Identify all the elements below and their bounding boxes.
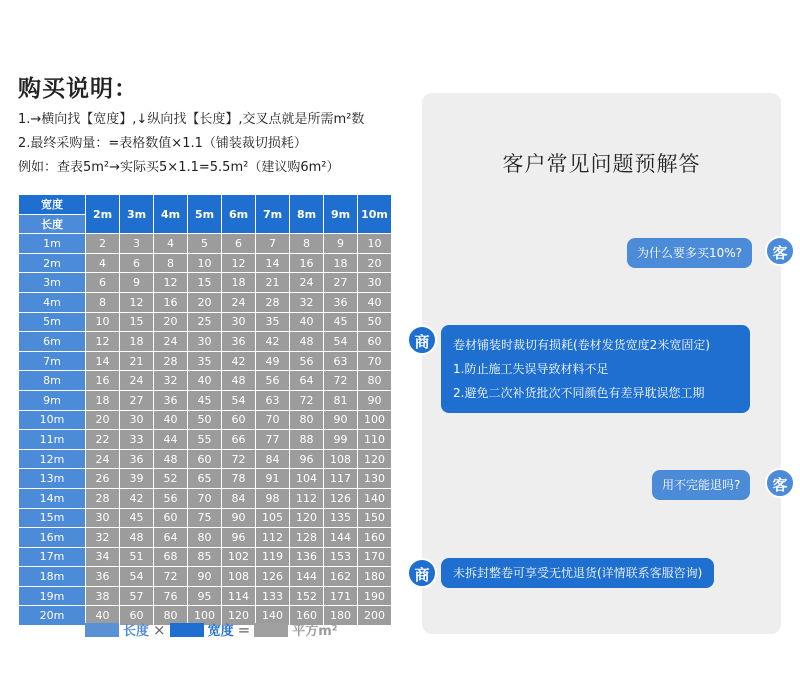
area-cell: 98	[256, 488, 290, 508]
width-column-header: 3m	[120, 195, 154, 234]
area-cell: 18	[324, 253, 358, 273]
area-cell: 60	[120, 606, 154, 626]
area-cell: 76	[154, 586, 188, 606]
area-cell: 4	[86, 253, 120, 273]
area-cell: 20	[86, 410, 120, 430]
area-cell: 95	[188, 586, 222, 606]
area-cell: 12	[86, 332, 120, 352]
area-cell: 36	[222, 332, 256, 352]
area-cell: 180	[358, 567, 392, 587]
area-cell: 144	[290, 567, 324, 587]
area-cell: 66	[222, 430, 256, 450]
area-cell: 72	[290, 390, 324, 410]
area-cell: 6	[86, 273, 120, 293]
area-cell: 45	[188, 390, 222, 410]
area-cell: 24	[154, 332, 188, 352]
area-cell: 42	[256, 332, 290, 352]
area-cell: 56	[154, 488, 188, 508]
area-cell: 112	[290, 488, 324, 508]
answer-line: 卷材铺装时裁切有损耗(卷材发货宽度2米宽固定)	[453, 338, 710, 352]
area-cell: 50	[358, 312, 392, 332]
area-cell: 144	[324, 528, 358, 548]
width-column-header: 7m	[256, 195, 290, 234]
area-cell: 22	[86, 430, 120, 450]
area-cell: 40	[188, 371, 222, 391]
area-cell: 88	[290, 430, 324, 450]
table-row	[19, 488, 392, 508]
area-cell: 48	[154, 449, 188, 469]
area-cell: 60	[222, 410, 256, 430]
width-column-header: 4m	[154, 195, 188, 234]
area-cell: 25	[188, 312, 222, 332]
area-cell: 21	[120, 351, 154, 371]
note-line: 例如：查表5m²→实际买5×1.1=5.5m²（建议购6m²）	[18, 160, 340, 175]
length-row-header: 20m	[19, 606, 86, 626]
area-cell: 40	[290, 312, 324, 332]
area-cell: 84	[256, 449, 290, 469]
note-line: 2.最终采购量：=表格数值×1.1（铺装裁切损耗）	[18, 136, 307, 151]
area-cell: 64	[154, 528, 188, 548]
table-row	[19, 547, 392, 567]
area-cell: 190	[358, 586, 392, 606]
length-row-header: 14m	[19, 488, 86, 508]
area-cell: 9	[324, 234, 358, 254]
area-cell: 72	[154, 567, 188, 587]
area-cell: 128	[290, 528, 324, 548]
area-cell: 42	[120, 488, 154, 508]
area-cell: 20	[188, 292, 222, 312]
table-row	[19, 351, 392, 371]
area-cell: 136	[290, 547, 324, 567]
area-cell: 5	[188, 234, 222, 254]
area-cell: 8	[290, 234, 324, 254]
area-cell: 150	[358, 508, 392, 528]
area-cell: 54	[120, 567, 154, 587]
area-cell: 30	[86, 508, 120, 528]
area-cell: 96	[290, 449, 324, 469]
purchase-notes	[18, 108, 364, 180]
table-row	[19, 253, 392, 273]
area-cell: 50	[188, 410, 222, 430]
area-cell: 12	[222, 253, 256, 273]
area-cell: 200	[358, 606, 392, 626]
area-cell: 28	[256, 292, 290, 312]
area-cell: 18	[86, 390, 120, 410]
area-cell: 48	[120, 528, 154, 548]
area-cell: 91	[256, 469, 290, 489]
length-row-header: 13m	[19, 469, 86, 489]
equals-sign: =	[237, 620, 251, 639]
length-row-header: 2m	[19, 253, 86, 273]
area-cell: 36	[324, 292, 358, 312]
area-cell: 12	[120, 292, 154, 312]
area-cell: 120	[358, 449, 392, 469]
area-cell: 52	[154, 469, 188, 489]
area-cell: 15	[120, 312, 154, 332]
area-cell: 24	[290, 273, 324, 293]
area-cell: 162	[324, 567, 358, 587]
length-row-header: 3m	[19, 273, 86, 293]
area-cell: 120	[290, 508, 324, 528]
area-cell: 160	[358, 528, 392, 548]
area-cell: 36	[120, 449, 154, 469]
area-cell: 12	[154, 273, 188, 293]
area-cell: 78	[222, 469, 256, 489]
width-swatch	[170, 623, 204, 637]
width-column-header: 2m	[86, 195, 120, 234]
legend-length-label: 长度	[123, 624, 150, 639]
area-cell: 28	[154, 351, 188, 371]
area-cell: 56	[256, 371, 290, 391]
length-row-header: 1m	[19, 234, 86, 254]
times-sign: ×	[153, 620, 166, 639]
area-cell: 36	[154, 390, 188, 410]
question-bubble-returns: 用不完能退吗?	[652, 470, 750, 500]
area-cell: 14	[256, 253, 290, 273]
area-cell: 6	[222, 234, 256, 254]
area-swatch	[254, 623, 288, 637]
area-cell: 54	[222, 390, 256, 410]
table-legend	[85, 620, 337, 639]
table-row	[19, 410, 392, 430]
area-cell: 45	[120, 508, 154, 528]
area-cell: 20	[154, 312, 188, 332]
area-cell: 90	[188, 567, 222, 587]
length-row-header: 18m	[19, 567, 86, 587]
area-cell: 48	[222, 371, 256, 391]
table-row	[19, 292, 392, 312]
answer-line: 2.避免二次补货批次不同颜色有差异耽误您工期	[453, 386, 705, 400]
area-cell: 34	[86, 547, 120, 567]
area-cell: 24	[86, 449, 120, 469]
width-column-header: 9m	[324, 195, 358, 234]
area-cell: 30	[120, 410, 154, 430]
area-cell: 10	[358, 234, 392, 254]
area-cell: 7	[256, 234, 290, 254]
area-cell: 114	[222, 586, 256, 606]
area-cell: 110	[358, 430, 392, 450]
table-row	[19, 390, 392, 410]
area-cell: 35	[256, 312, 290, 332]
length-row-header: 11m	[19, 430, 86, 450]
area-cell: 100	[188, 606, 222, 626]
area-cell: 140	[256, 606, 290, 626]
area-cell: 104	[290, 469, 324, 489]
area-cell: 108	[222, 567, 256, 587]
area-cell: 70	[188, 488, 222, 508]
table-row	[19, 430, 392, 450]
area-cell: 9	[120, 273, 154, 293]
area-cell: 99	[324, 430, 358, 450]
area-cell: 4	[154, 234, 188, 254]
area-cell: 60	[188, 449, 222, 469]
table-row	[19, 586, 392, 606]
area-cell: 152	[290, 586, 324, 606]
area-cell: 39	[120, 469, 154, 489]
answer-bubble-cutting-loss	[441, 325, 750, 413]
area-cell: 55	[188, 430, 222, 450]
area-cell: 180	[324, 606, 358, 626]
area-cell: 117	[324, 469, 358, 489]
area-cell: 63	[324, 351, 358, 371]
area-cell: 8	[86, 292, 120, 312]
width-column-header: 5m	[188, 195, 222, 234]
area-cell: 36	[86, 567, 120, 587]
area-cell: 84	[222, 488, 256, 508]
width-column-header: 8m	[290, 195, 324, 234]
area-cell: 90	[222, 508, 256, 528]
length-row-header: 6m	[19, 332, 86, 352]
area-cell: 54	[324, 332, 358, 352]
area-cell: 16	[86, 371, 120, 391]
table-row	[19, 273, 392, 293]
area-cell: 96	[222, 528, 256, 548]
length-row-header: 9m	[19, 390, 86, 410]
faq-title: 客户常见问题预解答	[502, 152, 701, 176]
area-cell: 126	[324, 488, 358, 508]
width-column-header: 6m	[222, 195, 256, 234]
length-row-header: 17m	[19, 547, 86, 567]
area-cell: 160	[290, 606, 324, 626]
area-cell: 90	[358, 390, 392, 410]
answer-bubble-returns: 未拆封整卷可享受无忧退货(详情联系客服咨询)	[441, 558, 714, 588]
area-cell: 80	[188, 528, 222, 548]
area-cell: 40	[154, 410, 188, 430]
note-line: 1.→横向找【宽度】,↓纵向找【长度】,交叉点就是所需m²数	[18, 112, 365, 127]
area-cell: 27	[120, 390, 154, 410]
area-cell: 38	[86, 586, 120, 606]
area-cell: 18	[120, 332, 154, 352]
area-cell: 2	[86, 234, 120, 254]
area-cell: 102	[222, 547, 256, 567]
area-cell: 85	[188, 547, 222, 567]
area-cell: 171	[324, 586, 358, 606]
customer-avatar-icon: 客	[765, 468, 795, 498]
area-cell: 57	[120, 586, 154, 606]
area-cell: 45	[324, 312, 358, 332]
area-cell: 140	[358, 488, 392, 508]
area-cell: 26	[86, 469, 120, 489]
area-cell: 153	[324, 547, 358, 567]
question-bubble-extra-10-percent: 为什么要多买10%?	[627, 238, 752, 268]
area-cell: 48	[290, 332, 324, 352]
legend-width-label: 宽度	[207, 624, 234, 639]
area-cell: 24	[120, 371, 154, 391]
area-cell: 18	[222, 273, 256, 293]
area-cell: 80	[154, 606, 188, 626]
area-cell: 6	[120, 253, 154, 273]
area-cell: 70	[256, 410, 290, 430]
area-cell: 40	[86, 606, 120, 626]
merchant-avatar-icon: 商	[407, 325, 437, 355]
area-cell: 133	[256, 586, 290, 606]
area-cell: 170	[358, 547, 392, 567]
area-cell: 32	[86, 528, 120, 548]
area-cell: 120	[222, 606, 256, 626]
area-cell: 8	[154, 253, 188, 273]
length-row-header: 10m	[19, 410, 86, 430]
area-cell: 33	[120, 430, 154, 450]
area-cell: 63	[256, 390, 290, 410]
area-cell: 56	[290, 351, 324, 371]
legend-area-label: 平方m²	[292, 624, 338, 639]
area-cell: 16	[154, 292, 188, 312]
area-cell: 15	[188, 273, 222, 293]
length-header: 长度	[19, 214, 86, 234]
area-cell: 77	[256, 430, 290, 450]
area-cell: 10	[188, 253, 222, 273]
length-row-header: 4m	[19, 292, 86, 312]
area-cell: 135	[324, 508, 358, 528]
area-cell: 20	[358, 253, 392, 273]
table-row	[19, 312, 392, 332]
area-cell: 44	[154, 430, 188, 450]
area-cell: 24	[222, 292, 256, 312]
area-cell: 35	[188, 351, 222, 371]
area-cell: 28	[86, 488, 120, 508]
area-cell: 80	[290, 410, 324, 430]
area-cell: 81	[324, 390, 358, 410]
area-cell: 130	[358, 469, 392, 489]
length-row-header: 12m	[19, 449, 86, 469]
area-cell: 108	[324, 449, 358, 469]
area-cell: 60	[358, 332, 392, 352]
area-cell: 70	[358, 351, 392, 371]
area-cell: 40	[358, 292, 392, 312]
area-cell: 72	[222, 449, 256, 469]
answer-line: 1.防止施工失误导致材料不足	[453, 362, 609, 376]
area-cell: 126	[256, 567, 290, 587]
area-cell: 90	[324, 410, 358, 430]
area-cell: 30	[222, 312, 256, 332]
area-cell: 27	[324, 273, 358, 293]
length-row-header: 5m	[19, 312, 86, 332]
width-header: 宽度	[19, 195, 86, 215]
area-cell: 42	[222, 351, 256, 371]
table-row	[19, 234, 392, 254]
table-row	[19, 528, 392, 548]
area-cell: 68	[154, 547, 188, 567]
area-cell: 32	[154, 371, 188, 391]
width-column-header: 10m	[358, 195, 392, 234]
area-cell: 100	[358, 410, 392, 430]
area-cell: 60	[154, 508, 188, 528]
customer-avatar-icon: 客	[765, 236, 795, 266]
area-cell: 105	[256, 508, 290, 528]
area-cell: 32	[290, 292, 324, 312]
length-row-header: 8m	[19, 371, 86, 391]
area-cell: 51	[120, 547, 154, 567]
area-cell: 80	[358, 371, 392, 391]
page-title: 购买说明：	[18, 76, 138, 102]
table-row	[19, 567, 392, 587]
length-row-header: 7m	[19, 351, 86, 371]
area-cell: 21	[256, 273, 290, 293]
area-lookup-table	[18, 194, 392, 626]
length-swatch	[85, 623, 119, 637]
area-cell: 10	[86, 312, 120, 332]
area-cell: 30	[358, 273, 392, 293]
area-cell: 72	[324, 371, 358, 391]
area-cell: 65	[188, 469, 222, 489]
area-cell: 49	[256, 351, 290, 371]
table-row	[19, 449, 392, 469]
area-cell: 16	[290, 253, 324, 273]
merchant-avatar-icon: 商	[407, 558, 437, 588]
area-cell: 119	[256, 547, 290, 567]
table-row	[19, 508, 392, 528]
table-row	[19, 469, 392, 489]
area-cell: 75	[188, 508, 222, 528]
area-cell: 3	[120, 234, 154, 254]
table-row	[19, 371, 392, 391]
length-row-header: 16m	[19, 528, 86, 548]
area-cell: 64	[290, 371, 324, 391]
length-row-header: 19m	[19, 586, 86, 606]
area-cell: 30	[188, 332, 222, 352]
table-row	[19, 332, 392, 352]
area-cell: 112	[256, 528, 290, 548]
area-cell: 14	[86, 351, 120, 371]
length-row-header: 15m	[19, 508, 86, 528]
